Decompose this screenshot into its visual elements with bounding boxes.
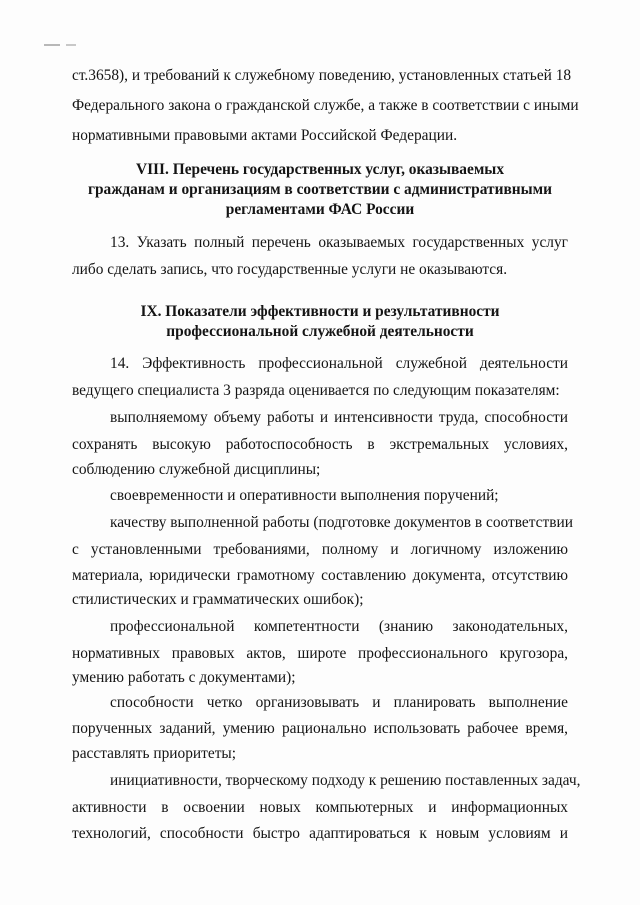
item-6-line-3: технологий, способности быстро адаптироваться к новым условиям и — [72, 825, 568, 842]
paragraph-14-line-1: 14. Эффективность профессиональной служебной деятельности — [110, 355, 568, 372]
item-5-line-3: расставлять приоритеты; — [72, 745, 237, 762]
section-8-heading-line-3: регламентами ФАС России — [225, 201, 415, 218]
section-9-heading-line-1: IX. Показатели эффективности и результативности — [140, 303, 500, 320]
paragraph-14-line-2: ведущего специалиста 3 разряда оценивается по следующим показателям: — [72, 382, 560, 399]
paragraph-13-line-2: либо сделать запись, что государственные услуги не оказываются. — [72, 261, 508, 278]
paragraph-13-line-1: 13. Указать полный перечень оказываемых государственных услуг — [110, 234, 568, 251]
item-6-line-2: активности в освоении новых компьютерных и информационных — [72, 799, 568, 816]
intro-line-3: нормативными правовыми актами Российской Федерации. — [72, 127, 458, 144]
section-8-heading-line-1: VIII. Перечень государственных услуг, оказываемых — [135, 161, 505, 178]
item-3-line-1: качеству выполненной работы (подготовке документов в соответствии — [110, 514, 573, 531]
section-8-heading-line-2: гражданам и организациям в соответствии с административными — [87, 181, 552, 198]
item-1-line-2: сохранять высокую работоспособность в экстремальных условиях, — [72, 436, 568, 453]
item-1-line-3: соблюдению служебной дисциплины; — [72, 461, 321, 478]
scan-artifact — [44, 44, 84, 46]
item-4-line-2: нормативных правовых актов, широте профессионального кругозора, — [72, 645, 568, 662]
intro-line-2: Федерального закона о гражданской службе, а также в соответствии с иными — [72, 97, 579, 114]
item-3-line-3: материала, юридически грамотному составлению документа, отсутствию — [72, 567, 568, 584]
intro-line-1: ст.3658), и требований к служебному поведению, установленных статьей 18 — [72, 67, 572, 84]
section-9-heading-line-2: профессиональной служебной деятельности — [166, 323, 474, 340]
item-5-line-1: способности четко организовывать и планировать выполнение — [110, 694, 568, 711]
item-3-line-2: с установленными требованиями, полному и логичному изложению — [72, 541, 568, 558]
item-2-line-1: своевременности и оперативности выполнения поручений; — [110, 487, 499, 504]
item-1-line-1: выполняемому объему работы и интенсивности труда, способности — [110, 409, 568, 426]
item-5-line-2: порученных заданий, умению рационально использовать рабочее время, — [72, 720, 568, 737]
item-4-line-3: умению работать с документами); — [72, 669, 296, 686]
item-6-line-1: инициативности, творческому подходу к решению поставленных задач, — [110, 772, 581, 789]
item-3-line-4: стилистических и грамматических ошибок); — [72, 591, 364, 608]
item-4-line-1: профессиональной компетентности (знанию законодательных, — [110, 618, 568, 635]
